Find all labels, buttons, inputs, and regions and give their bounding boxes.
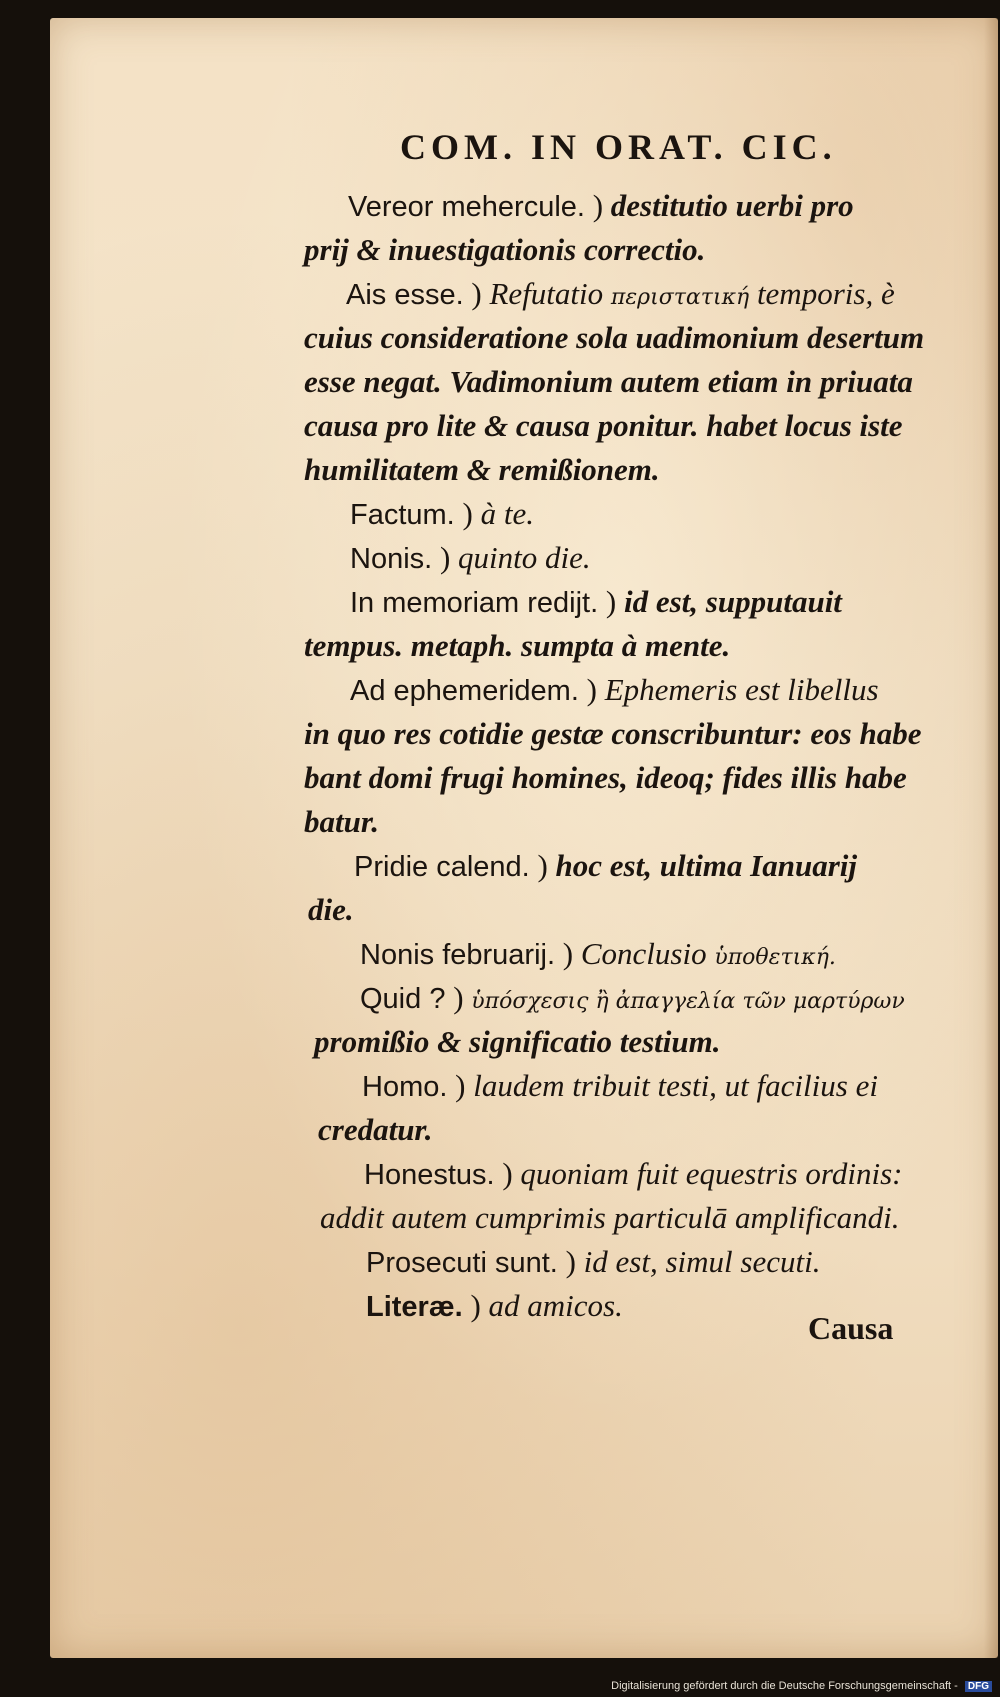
gloss: cuius consideratione sola uadimonium desertum (304, 320, 925, 355)
gloss: hoc est, ultima Ianuarij (555, 848, 858, 883)
gloss: addit autem cumprimis particulā amplificandi. (320, 1200, 900, 1235)
text-line (304, 802, 379, 842)
text-line (354, 846, 857, 887)
lemma: Homo. (362, 1071, 448, 1103)
greek-term: ὑπόσχεσις ἢ ἀπαγγελία τῶν μαρτύρων (471, 989, 905, 1014)
text-line (360, 934, 836, 978)
bracket: ) (453, 980, 464, 1015)
text-line (304, 362, 913, 402)
text-line (346, 274, 895, 318)
text-block (50, 18, 998, 1658)
gloss: Conclusio (580, 936, 707, 971)
gloss: prij & inuestigationis correctio. (304, 232, 706, 267)
lemma: Quid ? (360, 983, 446, 1015)
credit-text: Digitalisierung gefördert durch die Deutsche Forschungsgemeinschaft - (611, 1680, 958, 1692)
text-line (304, 230, 705, 270)
text-line (304, 318, 924, 358)
bracket: ) (586, 672, 597, 707)
text-line (350, 538, 591, 579)
bracket: ) (462, 496, 473, 531)
gloss: causa pro lite & causa ponitur. habet locus iste (304, 408, 903, 443)
lemma: Literæ. (366, 1291, 463, 1323)
gloss: laudem tribuit testi, ut facilius ei (473, 1068, 878, 1103)
gloss: ad amicos. (488, 1288, 623, 1323)
bracket: ) (537, 848, 548, 883)
greek-term: περιστατική (610, 285, 750, 310)
running-header: COM. IN ORAT. CIC. (400, 127, 837, 167)
bracket: ) (439, 540, 451, 575)
gloss: die. (308, 892, 354, 927)
gloss: quinto die. (458, 540, 591, 575)
bracket: ) (455, 1068, 466, 1103)
gloss: bant domi frugi homines, ideoq; fides illis habe (304, 760, 907, 795)
gloss-continued: temporis, è (756, 276, 895, 311)
text-line (362, 1066, 878, 1107)
gloss: destitutio uerbi pro (610, 188, 854, 223)
gloss: esse negat. Vadimonium autem etiam in priuata (304, 364, 913, 399)
gloss: in quo res cotidie gestæ conscribuntur: eos habe (304, 716, 922, 751)
digitization-credit (611, 1680, 992, 1692)
text-line (320, 1198, 900, 1238)
greek-term: ὑποθετική. (714, 945, 836, 970)
bracket: ) (470, 1288, 481, 1323)
bracket: ) (502, 1156, 513, 1191)
bracket: ) (562, 936, 574, 971)
text-line (360, 978, 905, 1022)
text-line (304, 758, 907, 798)
text-line (350, 670, 879, 711)
bracket: ) (565, 1244, 576, 1279)
text-line (350, 494, 534, 535)
text-line (304, 406, 903, 446)
gloss: promißio & significatio testium. (314, 1024, 721, 1059)
lemma: Nonis februarij. (360, 939, 556, 971)
lemma: Prosecuti sunt. (366, 1247, 558, 1279)
gloss: batur. (304, 804, 379, 839)
text-line (364, 1154, 902, 1195)
lemma: Honestus. (364, 1159, 495, 1191)
text-line (304, 714, 921, 754)
bracket: ) (605, 584, 617, 619)
gloss: à te. (480, 496, 534, 531)
gloss: Ephemeris est libellus (604, 672, 879, 707)
lemma: Pridie calend. (354, 851, 530, 883)
lemma: Factum. (350, 499, 455, 531)
gloss: id est, simul secuti. (583, 1244, 821, 1279)
catchword: Causa (808, 1310, 894, 1346)
gloss: quoniam fuit equestris ordinis: (520, 1156, 903, 1191)
gloss: humilitatem & remißionem. (304, 452, 660, 487)
lemma: Nonis. (350, 543, 433, 575)
gloss: tempus. metaph. sumpta à mente. (304, 628, 731, 663)
text-line (366, 1242, 820, 1283)
lemma: Ad ephemeridem. (350, 675, 579, 707)
dfg-logo: DFG (965, 1681, 992, 1692)
bracket: ) (471, 276, 482, 311)
text-line (318, 1110, 433, 1150)
gloss: id est, supputauit (624, 584, 842, 619)
text-line (304, 626, 730, 666)
bracket: ) (592, 188, 604, 223)
text-line (366, 1286, 623, 1327)
lemma: Ais esse. (346, 279, 464, 311)
gloss: Refutatio (489, 276, 604, 311)
book-page (50, 18, 998, 1658)
text-line (350, 582, 842, 623)
text-line (308, 890, 354, 930)
text-line (304, 450, 660, 490)
lemma: Vereor mehercule. (348, 191, 585, 223)
lemma: In memoriam rediјt. (350, 587, 599, 619)
text-line (348, 186, 854, 227)
text-line (314, 1022, 720, 1062)
gloss: credatur. (318, 1112, 433, 1147)
